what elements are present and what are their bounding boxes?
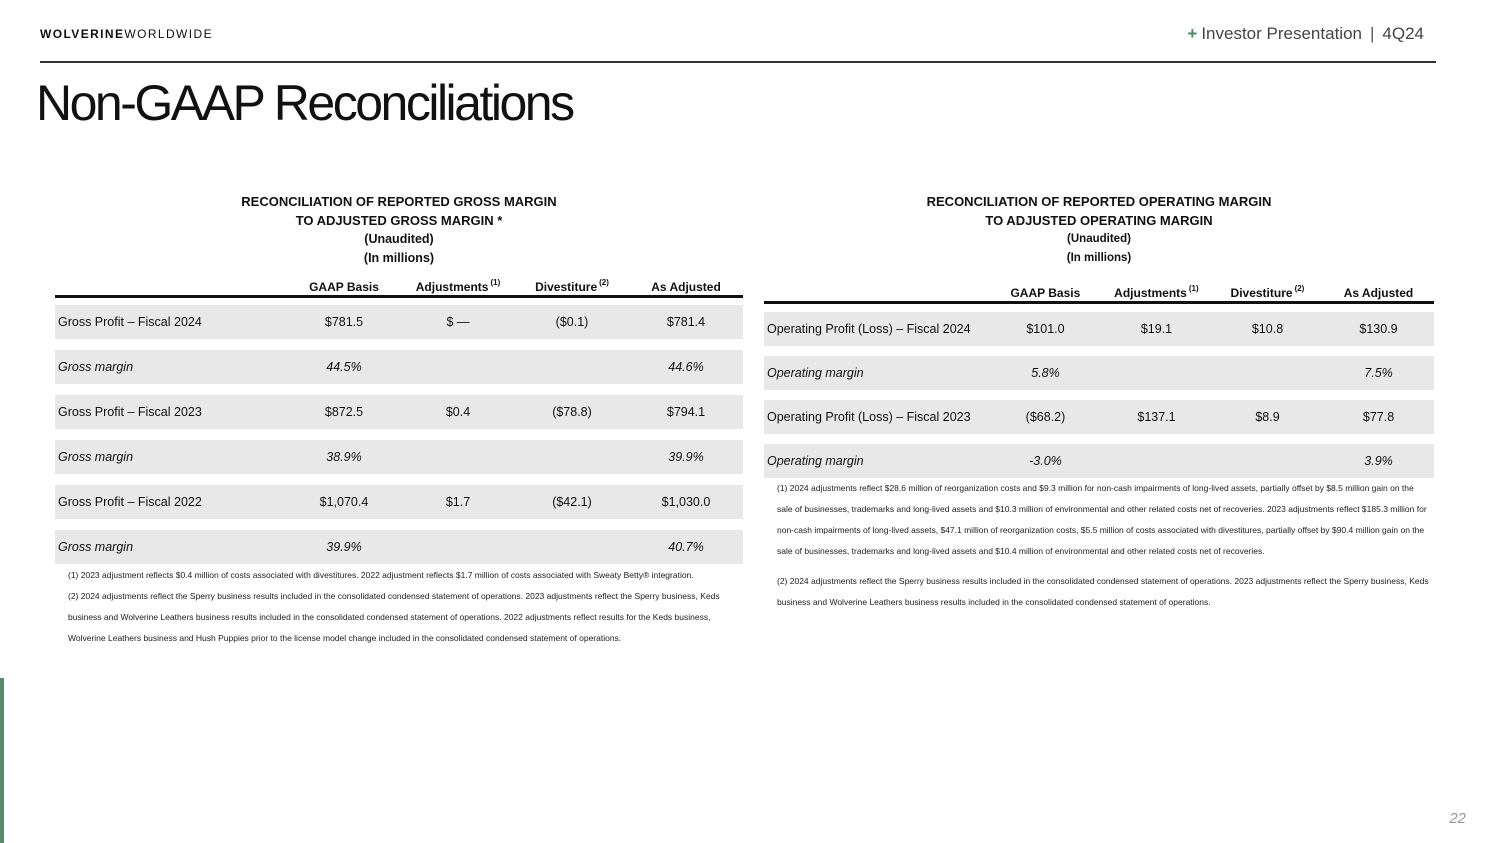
cell-adjustments: $1.7 [445,495,471,509]
operating-margin-reconciliation [764,192,1434,613]
gross-heading-line-1: RECONCILIATION OF REPORTED GROSS MARGIN [241,194,557,209]
cell-gaap: $781.5 [324,315,364,329]
table-row [55,530,743,564]
table-row [55,395,743,429]
table-row [764,400,1434,434]
cell-as-adjusted: 44.6% [668,360,704,374]
gross-col-as-adjusted: As Adjusted [651,280,721,294]
row-label: Operating margin [767,454,864,468]
cell-as-adjusted: $781.4 [666,315,706,329]
cell-as-adjusted: $77.8 [1362,410,1395,424]
table-row [55,350,743,384]
cell-divestiture: ($0.1) [555,315,589,329]
period-label: 4Q24 [1382,24,1424,43]
gross-col-divestiture: Divestiture $^{(2)}$ [535,278,609,294]
table-row [764,356,1434,390]
gross-margin-reconciliation [55,192,743,649]
row-label: Gross margin [58,360,134,374]
gross-column-header [55,274,743,298]
page-title: Non-GAAP Reconciliations [36,75,573,131]
gross-heading-unaudited: (Unaudited) [364,232,434,246]
operating-column-header [764,280,1434,304]
operating-col-adjustments: Adjustments $^{(1)}$ [1114,284,1199,300]
cell-divestiture: $10.8 [1251,322,1284,336]
cell-gaap: ($68.2) [1025,410,1066,424]
footnote-ref: (1) [490,278,501,287]
plus-icon: + [1187,24,1198,43]
gross-table-heading [55,192,743,268]
gross-col-gaap: GAAP Basis [309,280,379,294]
row-label: Operating margin [767,366,864,380]
row-label: Operating Profit (Loss) – Fiscal 2024 [767,322,971,336]
row-label: Gross margin [58,540,134,554]
gross-footnotes [55,565,743,649]
row-label: Gross Profit – Fiscal 2024 [58,315,202,329]
section-name: Investor Presentation [1201,24,1362,43]
operating-table-heading [764,192,1434,268]
cell-divestiture: ($78.8) [552,405,592,419]
brand-logo [40,27,213,41]
table-row [764,444,1434,478]
footnote-ref: (1) [1188,284,1199,293]
cell-as-adjusted: 39.9% [668,450,704,464]
cell-gaap: -3.0% [1029,454,1062,468]
cell-gaap: 39.9% [326,540,362,554]
page-number: 22 [1449,810,1466,827]
header-separator: | [1369,24,1375,43]
header-rule [40,61,1436,63]
cell-divestiture: $8.9 [1255,410,1280,424]
cell-gaap: $872.5 [324,405,364,419]
gross-col-adjustments: Adjustments $^{(1)}$ [415,278,501,294]
cell-as-adjusted: $1,030.0 [661,495,711,509]
cell-divestiture: ($42.1) [552,495,592,509]
footnote-2: (2) 2024 adjustments reflect the Sperry business results included in the consolidated condensed statement of operations. 2023 adjustments reflect the Sperry business, Keds business and Wolverine Leathers business results included in the consolidated condensed statement of operations. [777,576,1429,607]
table-row [55,485,743,519]
cell-adjustments: $19.1 [1140,322,1173,336]
cell-as-adjusted: 3.9% [1364,454,1393,468]
cell-gaap: 5.8% [1031,366,1060,380]
header-section-label [1187,24,1424,44]
row-label: Gross Profit – Fiscal 2022 [58,495,202,509]
cell-as-adjusted: $130.9 [1359,322,1398,336]
footnote-ref: (2) [1294,284,1305,293]
operating-heading-line-2: TO ADJUSTED OPERATING MARGIN [985,213,1213,228]
footnote-ref: (2) [599,278,609,287]
row-label: Gross Profit – Fiscal 2023 [58,405,202,419]
footnote-2: (2) 2024 adjustments reflect the Sperry business results included in the consolidated condensed statement of operations. 2023 adjustments reflect the Sperry business, Keds business and Wolverine Leathers business results included in the consolidated condensed statement of operations. 2022 adjustments reflect results for the Keds business, Wolverine Leathers business and Hush Puppies prior to the license model change included in the consolidated condensed statement of operations. [68,591,720,643]
cell-gaap: 44.5% [326,360,362,374]
cell-as-adjusted: 40.7% [668,540,704,554]
cell-adjustments: $0.4 [445,405,471,419]
cell-adjustments: $ — [446,315,470,329]
brand-logo-bold: WOLVERINE [40,27,125,41]
table-row [764,312,1434,346]
table-row [55,440,743,474]
operating-heading-unaudited: (Unaudited) [1067,233,1131,245]
cell-as-adjusted: $794.1 [666,405,706,419]
brand-logo-light: WORLDWIDE [124,27,213,41]
operating-heading-units: (In millions) [1066,252,1132,264]
operating-col-divestiture: Divestiture $^{(2)}$ [1230,284,1305,300]
cell-gaap: $101.0 [1026,322,1065,336]
row-label: Gross margin [58,450,134,464]
gross-heading-units: (In millions) [363,251,435,265]
cell-gaap: $1,070.4 [319,495,369,509]
cell-as-adjusted: 7.5% [1364,366,1393,380]
cell-gaap: 38.9% [326,450,362,464]
operating-col-gaap: GAAP Basis [1010,286,1081,300]
gross-heading-line-2: TO ADJUSTED GROSS MARGIN * [295,213,503,228]
table-row [55,305,743,339]
cell-adjustments: $137.1 [1137,410,1176,424]
footnote-1: (1) 2023 adjustment reflects $0.4 million of costs associated with divestitures. 2022 adjustment reflects $1.7 million of costs associated with Sweaty Betty® integration. [68,570,694,580]
footnote-1: (1) 2024 adjustments reflect $28.6 million of reorganization costs and $9.3 million for non-cash impairments of long-lived assets, partially offset by $8.5 million gain on the sale of businesses, trademarks and long-lived assets and $10.3 million of environmental and other related costs net of recoveries. 2023 adjustments reflect $185.3 million for non-cash impairments of long-lived assets, $47.1 million of reorganization costs, $5.5 million of costs associated with divestitures, partially offset by $90.4 million gain on the sale of businesses, trademarks and long-lived assets and $10.4 million of environmental and other related costs net of recoveries. [777,483,1427,556]
operating-col-as-adjusted: As Adjusted [1343,286,1414,300]
row-label: Operating Profit (Loss) – Fiscal 2023 [767,410,971,424]
operating-footnotes [764,478,1434,613]
operating-heading-line-1: RECONCILIATION OF REPORTED OPERATING MARGIN [926,194,1272,209]
accent-bar [0,678,4,843]
